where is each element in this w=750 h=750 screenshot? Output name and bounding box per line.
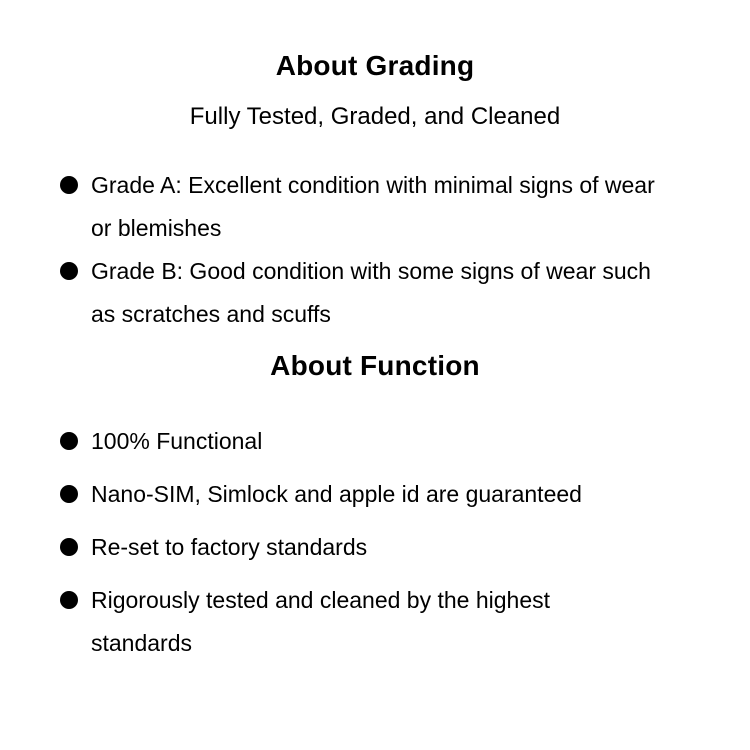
bullet-dot-icon xyxy=(60,591,78,609)
grading-section-title: About Grading xyxy=(275,50,475,81)
bullet-dot-icon xyxy=(60,262,78,280)
list-item xyxy=(60,473,710,516)
function-bullet-list xyxy=(0,420,750,665)
grading-bullet-list xyxy=(0,164,750,336)
function-bullet-sim: Nano-SIM, Simlock and apple id are guaranteed xyxy=(91,481,582,507)
grading-bullet-grade-a: Grade A: Excellent condition with minimal signs of wear or blemishes xyxy=(91,172,655,241)
function-bullet-functional: 100% Functional xyxy=(91,428,263,454)
bullet-dot-icon xyxy=(60,538,78,556)
function-section-title: About Function xyxy=(270,350,480,381)
list-item xyxy=(60,526,710,569)
grading-bullet-grade-b: Grade B: Good condition with some signs of wear such as scratches and scuffs xyxy=(91,258,651,327)
list-item xyxy=(60,250,710,336)
bullet-dot-icon xyxy=(60,485,78,503)
function-bullet-tested: Rigorously tested and cleaned by the highest standards xyxy=(91,587,551,656)
bullet-dot-icon xyxy=(60,176,78,194)
grading-section-subtitle: Fully Tested, Graded, and Cleaned xyxy=(189,103,561,130)
list-item xyxy=(60,579,710,665)
function-bullet-reset: Re-set to factory standards xyxy=(91,534,368,560)
list-item xyxy=(60,420,710,463)
list-item xyxy=(60,164,710,250)
bullet-dot-icon xyxy=(60,432,78,450)
